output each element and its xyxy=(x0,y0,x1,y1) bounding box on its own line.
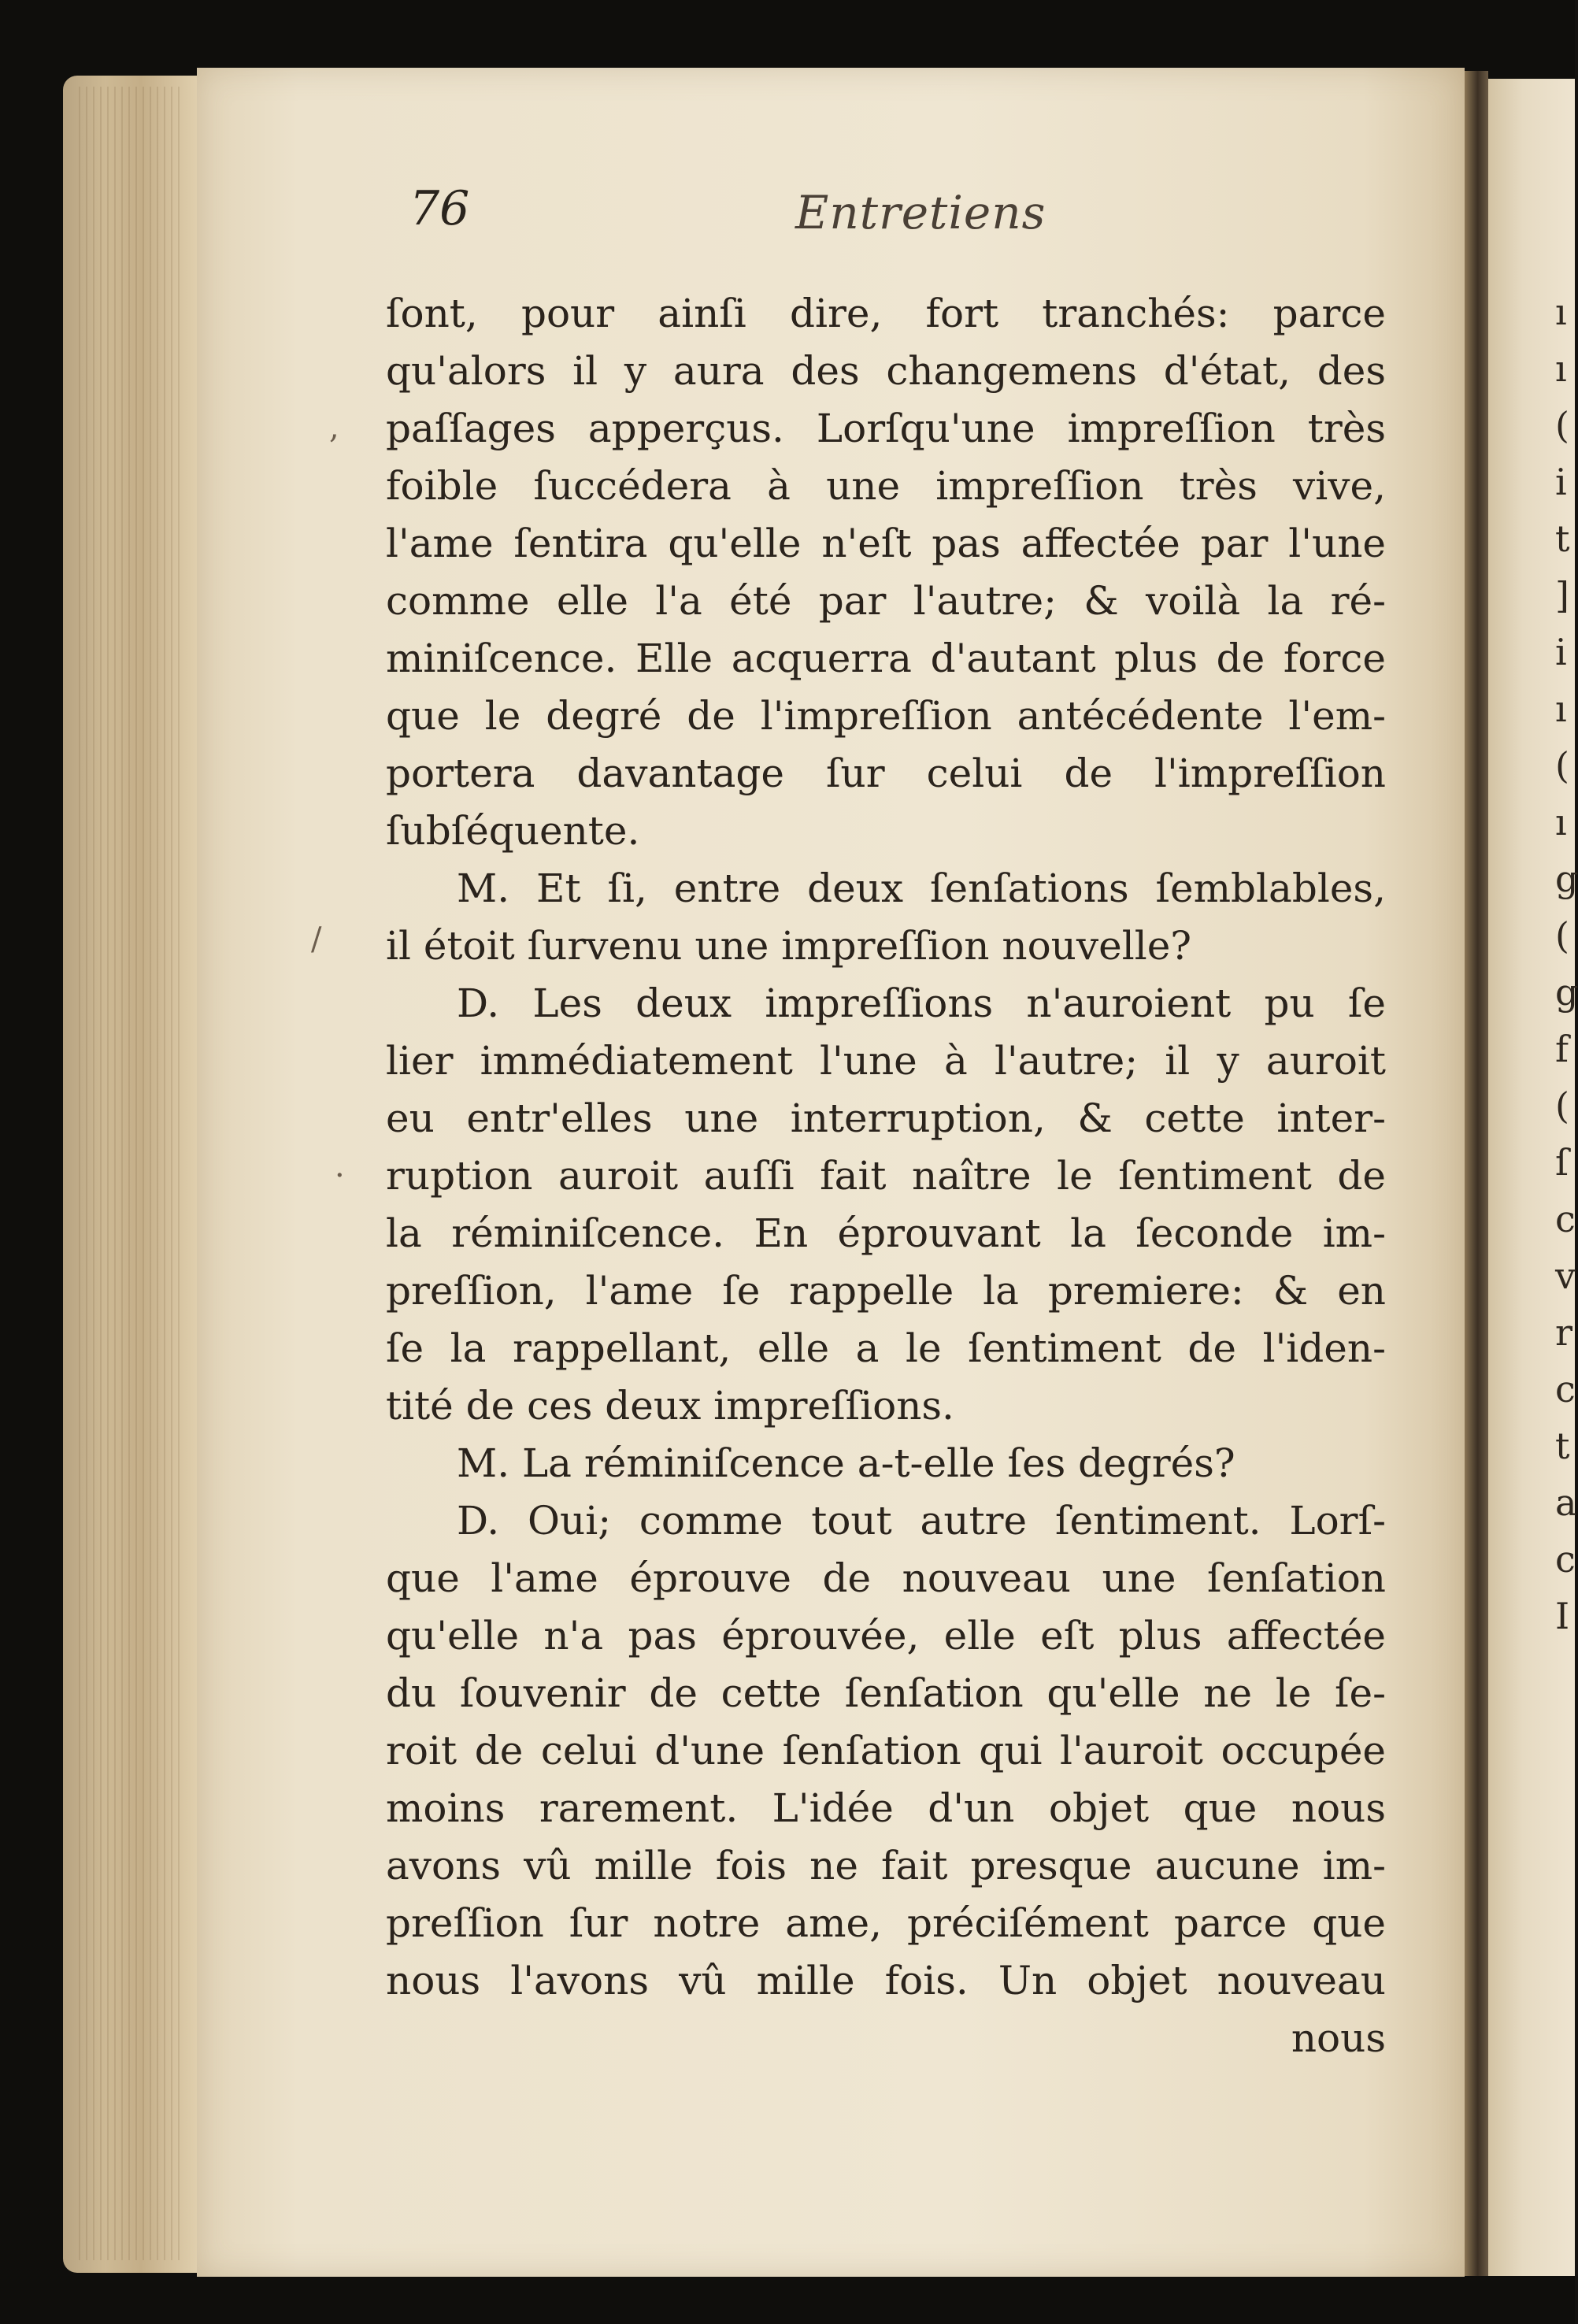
right-page-fragment: c xyxy=(1555,1198,1576,1240)
text-line: comme elle l'a été par l'autre; & voilà la ré- xyxy=(386,578,1386,624)
dialogue-line: D. Les deux impreſſions n'auroient pu ſe xyxy=(457,980,1386,1026)
margin-tick-mark: , xyxy=(329,410,339,446)
right-page-fragment: t xyxy=(1555,517,1570,560)
right-page-fragment: c xyxy=(1555,1368,1576,1410)
dialogue-line: D. Oui; comme tout autre ſentiment. Lorſ- xyxy=(457,1498,1386,1544)
text-line: ſubſéquente. xyxy=(386,808,640,854)
dialogue-line: M. Et ſi, entre deux ſenſations ſemblables, xyxy=(457,865,1386,911)
right-page-fragment: g xyxy=(1555,971,1578,1014)
right-page-fragment: I xyxy=(1555,1595,1570,1637)
text-line: preſſion ſur notre ame, préciſément parce que xyxy=(386,1900,1386,1946)
right-page-fragment: ſ xyxy=(1555,1141,1569,1184)
page-edges-texture xyxy=(79,87,181,2260)
text-line: miniſcence. Elle acquerra d'autant plus de force xyxy=(386,636,1386,681)
page-header xyxy=(409,181,1354,252)
text-line: ruption auroit auſſi fait naître le ſentiment de xyxy=(386,1153,1386,1199)
right-page-fragment: ( xyxy=(1555,744,1569,787)
text-line: qu'elle n'a pas éprouvée, elle eſt plus affectée xyxy=(386,1613,1386,1659)
margin-dot-mark: · xyxy=(335,1158,345,1194)
text-line: portera davantage ſur celui de l'impreſſion xyxy=(386,751,1386,796)
text-line: lier immédiatement l'une à l'autre; il y auroit xyxy=(386,1038,1386,1084)
right-page-fragment: f xyxy=(1555,1028,1569,1070)
body-text xyxy=(386,285,1386,2067)
text-line: tité de ces deux impreſſions. xyxy=(386,1383,954,1429)
right-page-fragment: i xyxy=(1555,461,1567,503)
right-page-fragment: a xyxy=(1555,1481,1577,1524)
text-line: roit de celui d'une ſenſation qui l'auroit occupée xyxy=(386,1728,1386,1774)
right-page-fragment: r xyxy=(1555,1311,1572,1354)
text-line: paſſages apperçus. Lorſqu'une impreſſion très xyxy=(386,406,1386,451)
right-page-fragment: ı xyxy=(1555,347,1567,390)
text-line: nous l'avons vû mille fois. Un objet nouveau xyxy=(386,1958,1386,2003)
text-line: ſe la rappellant, elle a le ſentiment de l'iden- xyxy=(386,1325,1386,1371)
text-line: du ſouvenir de cette ſenſation qu'elle ne le ſe- xyxy=(386,1670,1386,1716)
catchword: nous xyxy=(1291,2015,1386,2061)
text-line: l'ame ſentira qu'elle n'eſt pas affectée par l'une xyxy=(386,521,1386,566)
text-line: que le degré de l'impreſſion antécédente l'em- xyxy=(386,693,1386,739)
text-line: qu'alors il y aura des changemens d'état, des xyxy=(386,348,1386,394)
right-page-fragment: g xyxy=(1555,858,1578,900)
text-line: avons vû mille fois ne fait presque aucune im- xyxy=(386,1843,1386,1888)
right-page-fragment: ı xyxy=(1555,688,1567,730)
right-page-fragment: ( xyxy=(1555,404,1569,447)
text-line: il étoit ſurvenu une impreſſion nouvelle? xyxy=(386,923,1192,969)
text-line: la réminiſcence. En éprouvant la ſeconde im- xyxy=(386,1210,1386,1256)
book-gutter xyxy=(1465,71,1488,2276)
page-number: 76 xyxy=(409,181,470,236)
right-page-fragment: ı xyxy=(1555,291,1567,333)
text-line: foible ſuccédera à une impreſſion très vive, xyxy=(386,463,1386,509)
margin-slash-mark: / xyxy=(311,921,322,958)
dialogue-line: M. La réminiſcence a-t-elle ſes degrés? xyxy=(457,1440,1235,1486)
text-line: ſont, pour ainſi dire, fort tranchés: parce xyxy=(386,291,1386,336)
right-page-fragment: t xyxy=(1555,1425,1570,1467)
right-page-fragment: c xyxy=(1555,1538,1576,1581)
text-line: eu entr'elles une interruption, & cette inter- xyxy=(386,1095,1386,1141)
right-page-fragment: ] xyxy=(1555,574,1569,617)
text-line: moins rarement. L'idée d'un objet que nous xyxy=(386,1785,1386,1831)
right-page-fragment: ( xyxy=(1555,1084,1569,1127)
right-page-fragments xyxy=(1555,284,1578,1644)
right-page-fragment: i xyxy=(1555,631,1567,673)
right-page-fragment: v xyxy=(1555,1255,1576,1297)
text-line: que l'ame éprouve de nouveau une ſenſation xyxy=(386,1555,1386,1601)
running-head: Entretiens xyxy=(795,186,1046,239)
right-page-fragment: ( xyxy=(1555,914,1569,957)
text-line: preſſion, l'ame ſe rappelle la premiere: & en xyxy=(386,1268,1386,1314)
right-page-fragment: ı xyxy=(1555,801,1567,843)
